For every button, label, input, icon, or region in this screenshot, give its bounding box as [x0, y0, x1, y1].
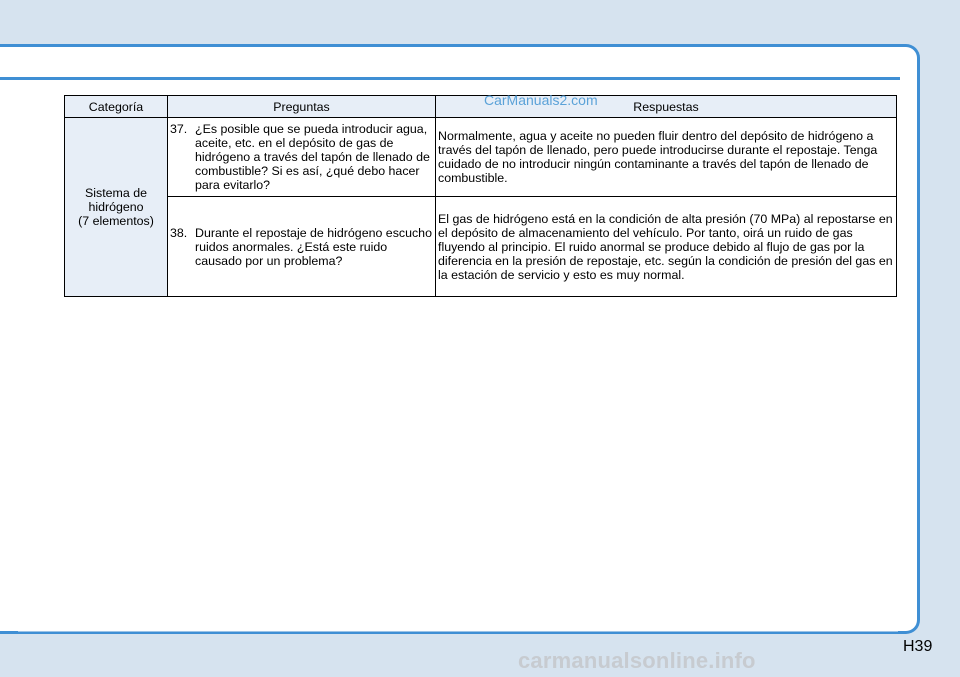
answer-text: El gas de hidrógeno está en la condición de alta presión (70 MPa) al repostarse en el depósito de almacenamiento del vehículo. Por tanto, oirá un ruido de gas fluyendo al principio. El ruido anormal se produce debido al flujo de gas por la diferencia en la presión de repostaje, etc. según la condición de presión del gas en la estación de servicio y esto es muy normal. — [438, 211, 893, 282]
header-answers: Respuestas — [436, 96, 897, 118]
top-rule — [0, 77, 900, 80]
category-line3: (7 elementos) — [78, 214, 154, 228]
category-line1: Sistema de — [85, 186, 147, 200]
page-number: H39 — [903, 638, 933, 655]
table-row — [65, 197, 897, 297]
answer-text: Normalmente, agua y aceite no pueden fluir dentro del depósito de hidrógeno a través del tapón de llenado, pero puede introducirse durante el repostaje. Tenga cuidado de no introducir ningún contaminante a través del tapón de llenado de combustible. — [438, 129, 878, 185]
answer-cell — [436, 118, 897, 197]
question-text: Durante el repostaje de hidrógeno escucho ruidos anormales. ¿Está este ruido causado por un problema? — [195, 225, 432, 268]
table-header-row — [65, 96, 897, 118]
header-questions: Preguntas — [168, 96, 436, 118]
question-text: ¿Es posible que se pueda introducir agua, aceite, etc. en el depósito de gas de hidrógeno a través del tapón de llenado de combustible? Si es así, ¿qué debo hacer para evitarlo? — [195, 122, 430, 192]
watermark-top[interactable]: CarManuals2.com — [484, 92, 598, 108]
question-number: 38. — [170, 225, 188, 240]
question-number: 37. — [170, 122, 188, 136]
answer-cell — [436, 197, 897, 297]
header-category: Categoría — [65, 96, 168, 118]
question-cell — [168, 118, 436, 197]
bottom-rule — [18, 631, 898, 632]
faq-table — [64, 95, 897, 297]
category-cell — [65, 118, 168, 297]
watermark-bottom[interactable]: carmanualsonline.info — [518, 648, 756, 673]
category-line2: hidrógeno — [88, 200, 144, 214]
table-row — [65, 118, 897, 197]
question-cell — [168, 197, 436, 297]
